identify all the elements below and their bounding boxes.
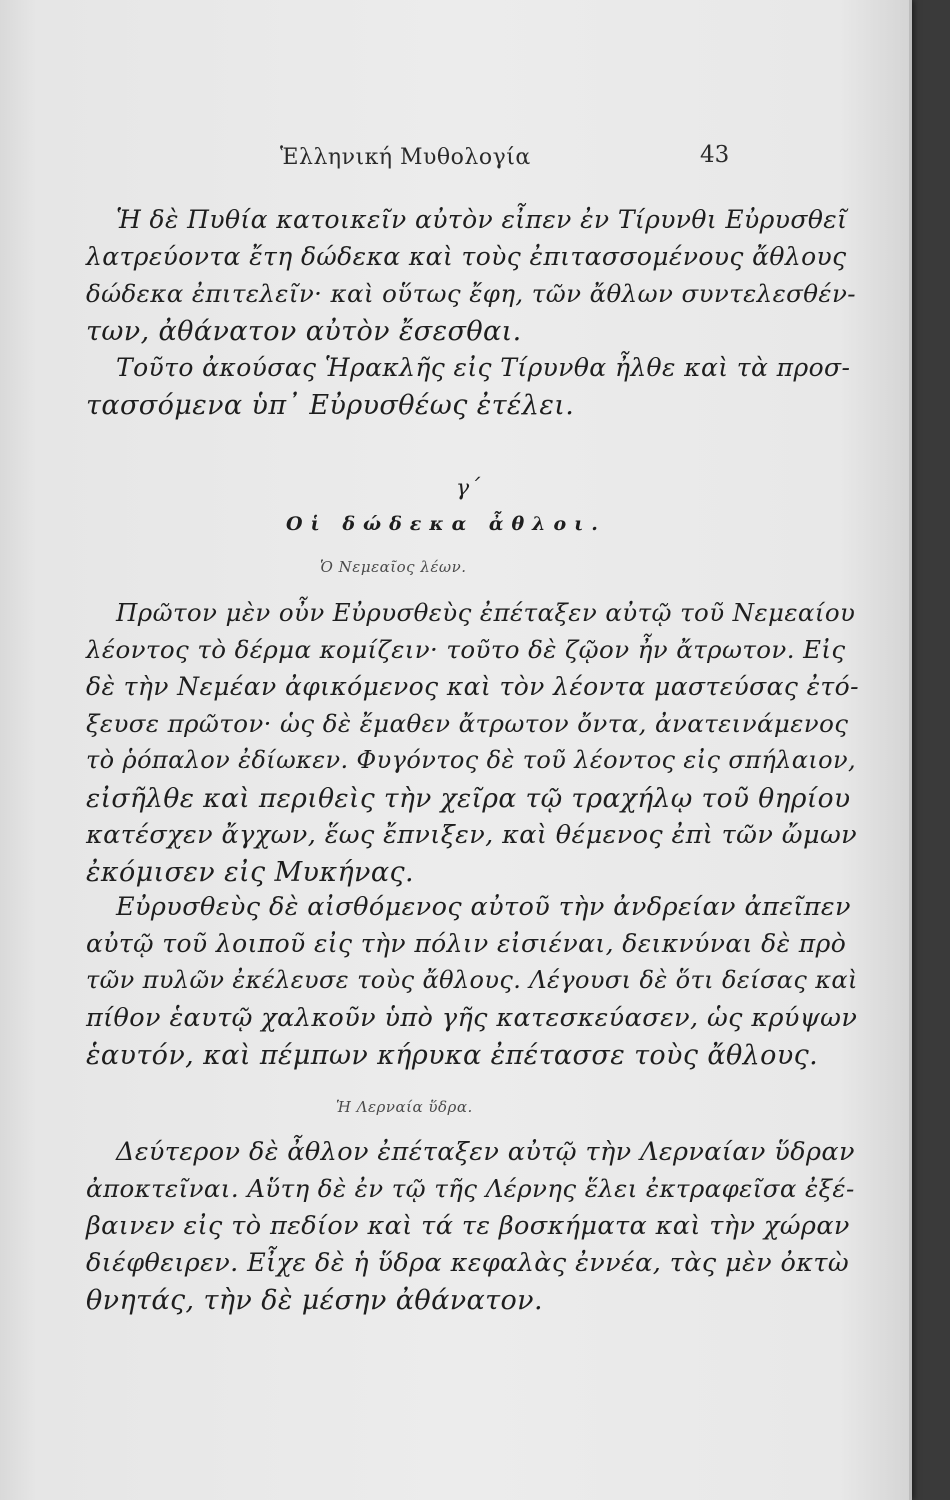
- text-line: Τοῦτο ἀκούσας Ἡρακλῆς εἰς Τίρυνθα ἦλθε καὶ τὰ προσ-: [116, 353, 851, 382]
- text-line: ἐκόμισεν εἰς Μυκήνας.: [86, 857, 414, 888]
- text-line: λατρεύοντα ἔτη δώδεκα καὶ τοὺς ἐπιτασσομένους ἄθλους: [86, 242, 847, 271]
- text-line: λέοντος τὸ δέρμα κομίζειν· τοῦτο δὲ ζῷον ἦν ἄτρωτον. Εἰς: [86, 635, 846, 664]
- page-number: 43: [700, 142, 730, 168]
- text-line: δὲ τὴν Νεμέαν ἀφικόμενος καὶ τὸν λέοντα μαστεύσας ἐτό-: [86, 672, 859, 701]
- text-line: τῶν πυλῶν ἐκέλευσε τοὺς ἄθλους. Λέγουσι δὲ ὅτι δείσας καὶ: [86, 966, 858, 994]
- text-line: κατέσχεν ἄγχων, ἕως ἔπνιξεν, καὶ θέμενος ἐπὶ τῶν ὤμων: [86, 820, 858, 850]
- running-title: Ἑλληνική Μυθολογία: [280, 145, 531, 170]
- text-line: Πρῶτον μὲν οὖν Εὐρυσθεὺς ἐπέταξεν αὐτῷ τοῦ Νεμεαίου: [116, 598, 856, 627]
- text-line: ἑαυτόν, καὶ πέμπων κήρυκα ἐπέτασσε τοὺς ἄθλους.: [86, 1040, 819, 1071]
- subsection-title: Ὁ Νεμεαῖος λέων.: [320, 558, 467, 576]
- text-line: διέφθειρεν. Εἶχε δὲ ἡ ὕδρα κεφαλὰς ἐννέα, τὰς μὲν ὀκτὼ: [86, 1248, 850, 1278]
- subsection-title: Ἡ Λερναία ὕδρα.: [336, 1098, 473, 1116]
- section-number: γ΄: [456, 476, 481, 501]
- section-title: Οἱ δώδεκα ἆθλοι.: [286, 513, 606, 535]
- text-line: των, ἀθάνατον αὐτὸν ἔσεσθαι.: [86, 316, 522, 347]
- text-line: βαινεν εἰς τὸ πεδίον καὶ τά τε βοσκήματα καὶ τὴν χώραν: [86, 1211, 850, 1241]
- page-edge: [909, 0, 912, 1500]
- text-line: δώδεκα ἐπιτελεῖν· καὶ οὕτως ἔφη, τῶν ἄθλων συντελεσθέν-: [86, 279, 856, 308]
- text-line: θνητάς, τὴν δὲ μέσην ἀθάνατον.: [86, 1285, 543, 1316]
- text-line: αὐτῷ τοῦ λοιποῦ εἰς τὴν πόλιν εἰσιέναι, δεικνύναι δὲ πρὸ: [86, 929, 847, 958]
- text-line: Εὐρυσθεὺς δὲ αἰσθόμενος αὐτοῦ τὴν ἀνδρείαν ἀπεῖπεν: [116, 892, 851, 922]
- text-line: τὸ ῥόπαλον ἐδίωκεν. Φυγόντος δὲ τοῦ λέοντος εἰς σπήλαιον,: [86, 746, 857, 774]
- text-line: ἀποκτεῖναι. Αὕτη δὲ ἐν τῷ τῆς Λέρνης ἕλει ἐκτραφεῖσα ἐξέ-: [86, 1174, 855, 1203]
- text-line: πίθον ἑαυτῷ χαλκοῦν ὑπὸ γῆς κατεσκεύασεν, ὡς κρύψων: [86, 1003, 858, 1033]
- text-line: εἰσῆλθε καὶ περιθεὶς τὴν χεῖρα τῷ τραχήλῳ τοῦ θηρίου: [86, 783, 851, 814]
- text-line: Ἡ δὲ Πυθία κατοικεῖν αὐτὸν εἶπεν ἐν Τίρυνθι Εὐρυσθεῖ: [116, 205, 848, 234]
- text-line: Δεύτερον δὲ ἆθλον ἐπέταξεν αὐτῷ τὴν Λερναίαν ὕδραν: [116, 1137, 855, 1167]
- text-line: τασσόμενα ὑπ᾽ Εὐρυσθέως ἐτέλει.: [86, 390, 575, 421]
- text-line: ξευσε πρῶτον· ὡς δὲ ἔμαθεν ἄτρωτον ὄντα, ἀνατεινάμενος: [86, 709, 849, 738]
